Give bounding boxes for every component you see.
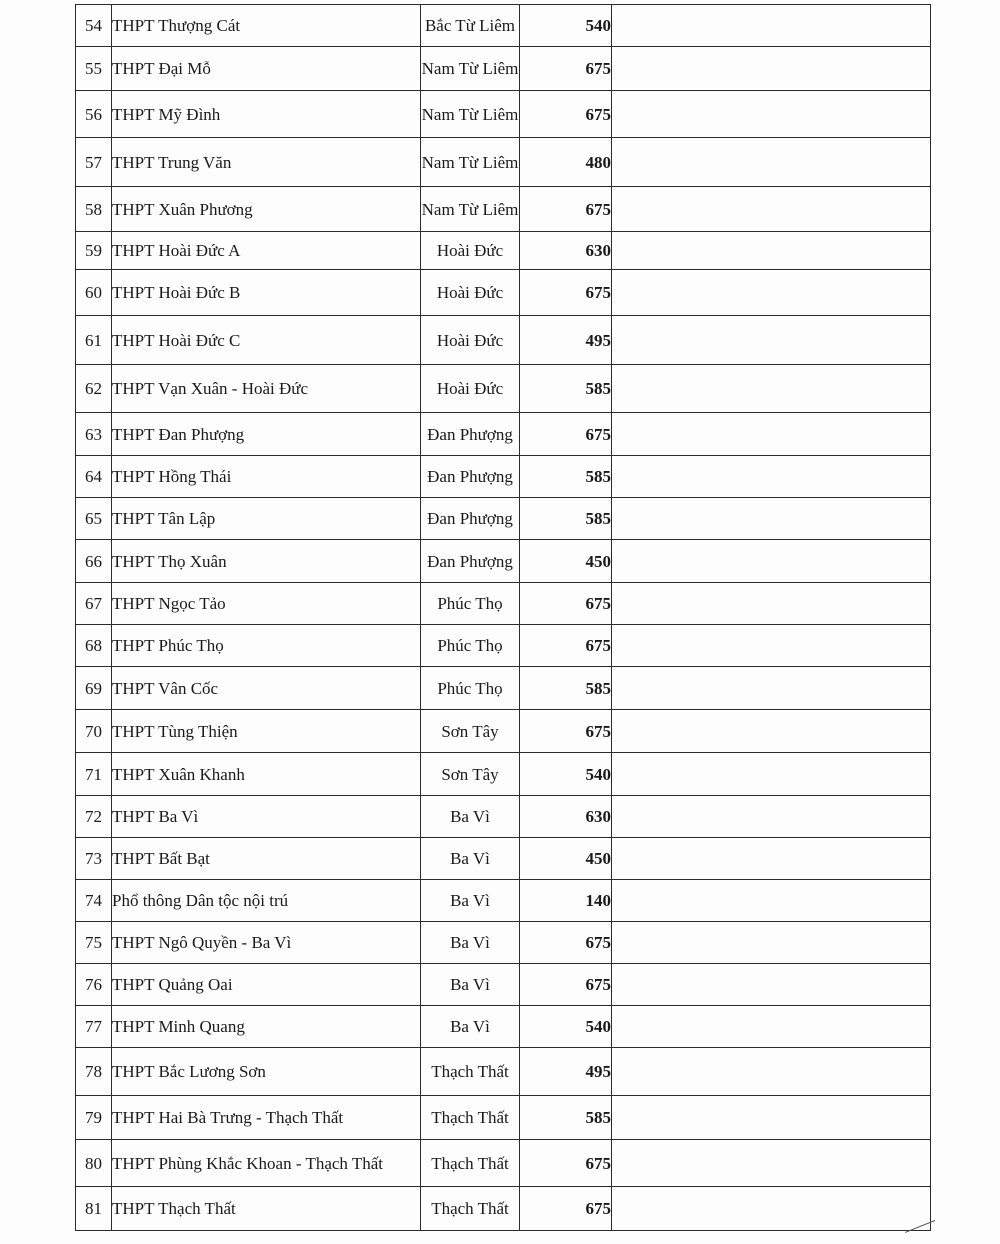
cell-quantity: 540 (520, 1006, 612, 1048)
cell-school-name: THPT Bất Bạt (112, 838, 421, 880)
cell-stt: 63 (76, 413, 112, 456)
cell-note (612, 583, 931, 625)
cell-district: Ba Vì (421, 838, 520, 880)
cell-stt: 64 (76, 456, 112, 498)
cell-note (612, 540, 931, 583)
cell-district: Bắc Từ Liêm (421, 5, 520, 47)
cell-school-name: THPT Xuân Phương (112, 187, 421, 232)
cell-stt: 69 (76, 667, 112, 710)
table-row (76, 456, 931, 498)
table-row (76, 710, 931, 753)
cell-quantity: 450 (520, 540, 612, 583)
cell-school-name: Phổ thông Dân tộc nội trú (112, 880, 421, 922)
cell-school-name: THPT Đại Mỗ (112, 47, 421, 91)
cell-district: Ba Vì (421, 880, 520, 922)
table-row (76, 1187, 931, 1231)
cell-school-name: THPT Trung Văn (112, 138, 421, 187)
table-row (76, 625, 931, 667)
table-row (76, 5, 931, 47)
cell-stt: 65 (76, 498, 112, 540)
cell-stt: 81 (76, 1187, 112, 1231)
cell-school-name: THPT Mỹ Đình (112, 91, 421, 138)
school-quota-table (75, 4, 931, 1231)
cell-district: Đan Phượng (421, 456, 520, 498)
cell-district: Sơn Tây (421, 753, 520, 796)
cell-school-name: THPT Hoài Đức A (112, 232, 421, 270)
cell-note (612, 187, 931, 232)
cell-quantity: 675 (520, 187, 612, 232)
cell-note (612, 316, 931, 365)
cell-note (612, 365, 931, 413)
cell-quantity: 675 (520, 710, 612, 753)
cell-district: Nam Từ Liêm (421, 187, 520, 232)
cell-school-name: THPT Phúc Thọ (112, 625, 421, 667)
cell-quantity: 675 (520, 583, 612, 625)
table-row (76, 270, 931, 316)
cell-note (612, 413, 931, 456)
cell-district: Phúc Thọ (421, 667, 520, 710)
cell-quantity: 480 (520, 138, 612, 187)
cell-stt: 76 (76, 964, 112, 1006)
cell-stt: 68 (76, 625, 112, 667)
table-row (76, 498, 931, 540)
cell-school-name: THPT Ba Vì (112, 796, 421, 838)
cell-stt: 77 (76, 1006, 112, 1048)
table-row (76, 540, 931, 583)
cell-note (612, 880, 931, 922)
cell-quantity: 675 (520, 270, 612, 316)
cell-school-name: THPT Thạch Thất (112, 1187, 421, 1231)
cell-stt: 62 (76, 365, 112, 413)
cell-note (612, 91, 931, 138)
cell-quantity: 630 (520, 796, 612, 838)
cell-school-name: THPT Vạn Xuân - Hoài Đức (112, 365, 421, 413)
cell-school-name: THPT Hai Bà Trưng - Thạch Thất (112, 1096, 421, 1140)
cell-stt: 71 (76, 753, 112, 796)
cell-note (612, 270, 931, 316)
cell-stt: 57 (76, 138, 112, 187)
table-row (76, 880, 931, 922)
cell-district: Hoài Đức (421, 365, 520, 413)
table-row (76, 583, 931, 625)
table-row (76, 413, 931, 456)
cell-quantity: 495 (520, 316, 612, 365)
cell-district: Phúc Thọ (421, 583, 520, 625)
cell-note (612, 753, 931, 796)
cell-school-name: THPT Xuân Khanh (112, 753, 421, 796)
cell-district: Đan Phượng (421, 540, 520, 583)
cell-quantity: 140 (520, 880, 612, 922)
cell-quantity: 540 (520, 5, 612, 47)
cell-district: Thạch Thất (421, 1096, 520, 1140)
cell-district: Nam Từ Liêm (421, 138, 520, 187)
cell-school-name: THPT Tân Lập (112, 498, 421, 540)
cell-stt: 60 (76, 270, 112, 316)
table-row (76, 667, 931, 710)
cell-stt: 55 (76, 47, 112, 91)
table-row (76, 365, 931, 413)
cell-stt: 61 (76, 316, 112, 365)
cell-note (612, 667, 931, 710)
cell-quantity: 585 (520, 1096, 612, 1140)
table-row (76, 1048, 931, 1096)
table-body (76, 5, 931, 1231)
cell-note (612, 456, 931, 498)
cell-school-name: THPT Đan Phượng (112, 413, 421, 456)
cell-note (612, 1187, 931, 1231)
cell-note (612, 625, 931, 667)
cell-quantity: 585 (520, 498, 612, 540)
cell-district: Phúc Thọ (421, 625, 520, 667)
table-row (76, 187, 931, 232)
cell-school-name: THPT Tùng Thiện (112, 710, 421, 753)
cell-district: Ba Vì (421, 964, 520, 1006)
cell-note (612, 1006, 931, 1048)
cell-school-name: THPT Hoài Đức C (112, 316, 421, 365)
cell-quantity: 675 (520, 922, 612, 964)
cell-quantity: 585 (520, 456, 612, 498)
cell-school-name: THPT Vân Cốc (112, 667, 421, 710)
cell-quantity: 675 (520, 625, 612, 667)
cell-school-name: THPT Bắc Lương Sơn (112, 1048, 421, 1096)
cell-quantity: 675 (520, 964, 612, 1006)
table-row (76, 91, 931, 138)
cell-district: Ba Vì (421, 796, 520, 838)
cell-note (612, 47, 931, 91)
cell-stt: 78 (76, 1048, 112, 1096)
cell-school-name: THPT Thượng Cát (112, 5, 421, 47)
cell-stt: 67 (76, 583, 112, 625)
cell-quantity: 675 (520, 91, 612, 138)
cell-stt: 70 (76, 710, 112, 753)
table-row (76, 964, 931, 1006)
cell-quantity: 675 (520, 413, 612, 456)
cell-district: Thạch Thất (421, 1187, 520, 1231)
table-row (76, 1006, 931, 1048)
cell-stt: 73 (76, 838, 112, 880)
table-row (76, 1140, 931, 1187)
cell-district: Đan Phượng (421, 498, 520, 540)
table-row (76, 1096, 931, 1140)
cell-school-name: THPT Quảng Oai (112, 964, 421, 1006)
cell-stt: 72 (76, 796, 112, 838)
cell-quantity: 540 (520, 753, 612, 796)
cell-district: Sơn Tây (421, 710, 520, 753)
cell-note (612, 1140, 931, 1187)
cell-note (612, 964, 931, 1006)
cell-district: Thạch Thất (421, 1140, 520, 1187)
table-row (76, 753, 931, 796)
cell-stt: 80 (76, 1140, 112, 1187)
cell-note (612, 1096, 931, 1140)
cell-note (612, 232, 931, 270)
cell-note (612, 838, 931, 880)
cell-school-name: THPT Thọ Xuân (112, 540, 421, 583)
cell-note (612, 5, 931, 47)
cell-district: Hoài Đức (421, 316, 520, 365)
table-row (76, 838, 931, 880)
cell-quantity: 675 (520, 1187, 612, 1231)
cell-school-name: THPT Minh Quang (112, 1006, 421, 1048)
cell-quantity: 630 (520, 232, 612, 270)
table-row (76, 138, 931, 187)
cell-note (612, 138, 931, 187)
cell-note (612, 498, 931, 540)
cell-stt: 59 (76, 232, 112, 270)
cell-district: Hoài Đức (421, 270, 520, 316)
cell-school-name: THPT Ngọc Tảo (112, 583, 421, 625)
table-row (76, 922, 931, 964)
cell-district: Thạch Thất (421, 1048, 520, 1096)
cell-school-name: THPT Hồng Thái (112, 456, 421, 498)
cell-quantity: 495 (520, 1048, 612, 1096)
cell-stt: 75 (76, 922, 112, 964)
table-row (76, 47, 931, 91)
cell-district: Đan Phượng (421, 413, 520, 456)
cell-school-name: THPT Phùng Khắc Khoan - Thạch Thất (112, 1140, 421, 1187)
cell-note (612, 1048, 931, 1096)
cell-stt: 66 (76, 540, 112, 583)
cell-stt: 54 (76, 5, 112, 47)
cell-stt: 56 (76, 91, 112, 138)
cell-quantity: 675 (520, 1140, 612, 1187)
cell-school-name: THPT Hoài Đức B (112, 270, 421, 316)
cell-note (612, 922, 931, 964)
cell-stt: 79 (76, 1096, 112, 1140)
cell-note (612, 710, 931, 753)
table-row (76, 796, 931, 838)
cell-district: Hoài Đức (421, 232, 520, 270)
cell-note (612, 796, 931, 838)
cell-quantity: 675 (520, 47, 612, 91)
cell-quantity: 585 (520, 365, 612, 413)
table-row (76, 232, 931, 270)
cell-stt: 58 (76, 187, 112, 232)
cell-district: Ba Vì (421, 922, 520, 964)
cell-district: Nam Từ Liêm (421, 47, 520, 91)
cell-quantity: 585 (520, 667, 612, 710)
cell-district: Nam Từ Liêm (421, 91, 520, 138)
table-row (76, 316, 931, 365)
cell-stt: 74 (76, 880, 112, 922)
cell-quantity: 450 (520, 838, 612, 880)
cell-district: Ba Vì (421, 1006, 520, 1048)
cell-school-name: THPT Ngô Quyền - Ba Vì (112, 922, 421, 964)
